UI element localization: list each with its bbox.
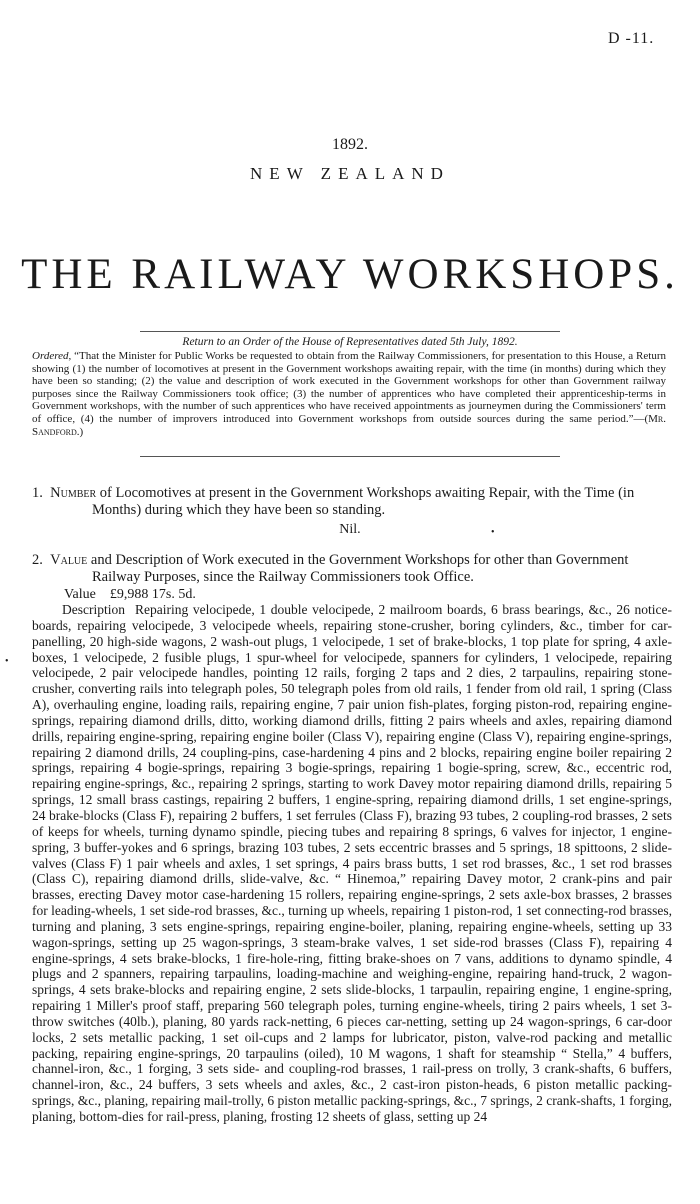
order-mover: Mr. Sandford [32,412,666,438]
description-paragraph [32,602,672,1125]
section-1-answer: Nil. [339,522,361,537]
section-2-number: 2. [32,552,43,568]
page-reference: D -11. [608,30,655,47]
value-amount: £9,988 17s. 5d. [109,587,196,602]
return-order-line: Return to an Order of the House of Representatives dated 5th July, 1892. [182,336,518,348]
bottom-divider [140,456,560,457]
section-2-heading [32,552,668,586]
order-text: “That the Minister for Public Works be requested to obtain from the Railway Commissioners, for presentation to this House, a Return showing (1) the number of locomotives at present in the Government workshops awaiting repair, with the time (in months) during which they have been so standing; (2) the value and description of work executed in the Government workshops for other than Government railway purposes since the Railway Commissioners took office; (3) the number of apprentices who have completed their apprenticeship-terms in Government workshops, with the number of such apprentices who have received appointments as journeymen during the Commissioners' term of office, (4) the number of improvers introduced into Government workshops from outside sources during the same period.”—( [32,350,666,425]
section-1-lead: Number [50,485,97,501]
margin-mark: • [5,656,9,667]
order-lead: Ordered, [32,350,72,362]
document-title: THE RAILWAY WORKSHOPS. [21,251,679,298]
top-divider [140,331,560,332]
stray-mark: • [491,527,495,538]
section-2-text: and Description of Work executed in the Government Workshops for other than Government Railway Purposes, since the Railway Commissioners took Office. [87,552,629,585]
value-line [64,587,196,603]
order-paragraph [32,350,666,438]
country-heading: NEW ZEALAND [250,164,450,183]
section-1-text: of Locomotives at present in the Government Workshops awaiting Repair, with the Time (in Months) during which they have been so standing. [92,485,635,518]
description-text: Repairing velocipede, 1 double velocipede, 2 mailroom boards, 6 brass bearings, &c., 26 notice-boards, repairing velocipede, 3 velocipede wheels, repairing stone-crusher, boring cylinders, &c., timber for car-panelling, 20 high-side wagons, 2 wash-out plugs, 1 velocipede, 1 set of brake-blocks, 1 top plate for spring, 4 axle-boxes, 1 velocipede, 2 fusible plugs, 1 spur-wheel for velocipede, spanners for cylinders, 1 velocipede, repairing velocipede, 2 pair velocipede handles, pointing 12 rails, forging 2 taps and 2 dies, 2 tarpaulins, repairing stone-crusher, converting rails into telegraph poles, 50 telegraph poles from old rails, 1 fender from old rail, 1 spring (Class A), overhauling engine, loading rails, repairing engine, 7 pair union fish-plates, forging piston-rod, repairing engine-springs, repairing diamond drills, ditto, working diamond drills, fitting 2 pairs wheels and axles, repairing diamond drills, repairing engine-spring, repairing engine boiler (Class V), repairing engine (Class V), repairing engine-springs, repairing 2 diamond drills, 24 coupling-pins, case-hardening 4 pins and 2 blocks, repairing engine boiler repairing 2 springs, repairing 4 bogie-springs, repairing 3 bogie-springs, repairing 1 bogie-spring, screw, &c., eccentric rod, repairing engine-springs, &c., repairing 2 springs, starting to work Davey motor repairing diamond drills, repairing 5 springs, 12 small brass castings, repairing 2 buffers, 1 engine-spring, repairing diamond drills, 1 set engine-springs, 24 brake-blocks (Class F), repairing 2 buffers, 1 set ferrules (Class F), brazing 93 tubes, 2 coupling-rod brasses, 2 sets of keeps for wheels, turning dynamo spindle, piecing tubes and repairing 8 springs, 6 valves for injector, 1 engine-spring, 3 buffer-yokes and 6 springs, brazing 103 tubes, 2 sets eccentric brasses and 5 springs, 18 spittoons, 2 slide-valves (Class F) 1 pair wheels and axles, 1 set springs, 4 pairs brass butts, 1 set rod brasses, &c., 1 set rod brasses (Class C), repairing diamond drills, slide-valve, &c. “ Hinemoa,” repairing Davey motor, 2 crank-pins and pair brasses, erecting Davey motor case-hardening 15 rollers, repairing engine-springs, 2 sets axle-box brasses, 2 brasses for leading-wheels, 1 set side-rod brasses, &c., turning up wheels, repairing 1 piston-rod, 1 set connecting-rod brasses, turning and planing, 3 sets engine-springs, repairing engine-boiler, planing, repairing engine-wheels, setting up 33 wagon-springs, setting up 25 wagon-springs, 3 steam-brake valves, 1 set side-rod brasses (Class F), repairing 4 engine-springs, 4 sets brake-blocks, 1 fire-hole-ring, fitting brake-shoes on 7 vans, additions to dynamo spindle, 4 plugs and 2 spanners, repairing tarpaulins, loading-machine and weighing-engine, repairing hand-truck, 2 wagon-springs, 4 sets brake-blocks and repairing engine, 2 sets slide-blocks, 1 tarpaulin, repairing engine, 1 engine-spring, repairing 1 Miller's proof staff, preparing 560 telegraph poles, turning engine-wheels, tiring 2 pairs wheels, 1 set 3-throw switches (40lb.), planing, 80 yards rack-netting, 6 pieces car-netting, setting up 24 wagon-springs, 6 car-door locks, 2 sets metallic packing, 1 set oil-cups and 2 lamps for lubricator, piston, valve-rod packing and metallic packing, repairing engine-springs, 20 tarpaulins (oiled), 10 M wagons, 1 shaft for steamship “ Stella,” 4 buffers, channel-iron, &c., 1 forging, 3 sets side- and coupling-rod brasses, 1 rail-press on trolly, 3 crank-shafts, 6 buffers, channel-iron, &c., 24 buffers, 3 sets wheels and axles, &c., 2 cast-iron piston-heads, 6 piston metallic packing-springs, &c., planing, repairing mail-trolly, 6 piston metallic packing-springs, &c., 7 springs, 2 crank-shafts, 1 forging, planing, bottom-dies for rail-press, planing, frosting 12 sheets of glass, setting up 24 [32,602,673,1124]
section-2-lead: Value [50,552,88,568]
section-1-number: 1. [32,485,43,501]
order-close: .) [76,425,84,438]
value-label: Value [64,587,96,602]
section-1-heading [32,485,668,519]
document-year: 1892. [332,136,368,153]
description-label: Description [62,602,125,617]
